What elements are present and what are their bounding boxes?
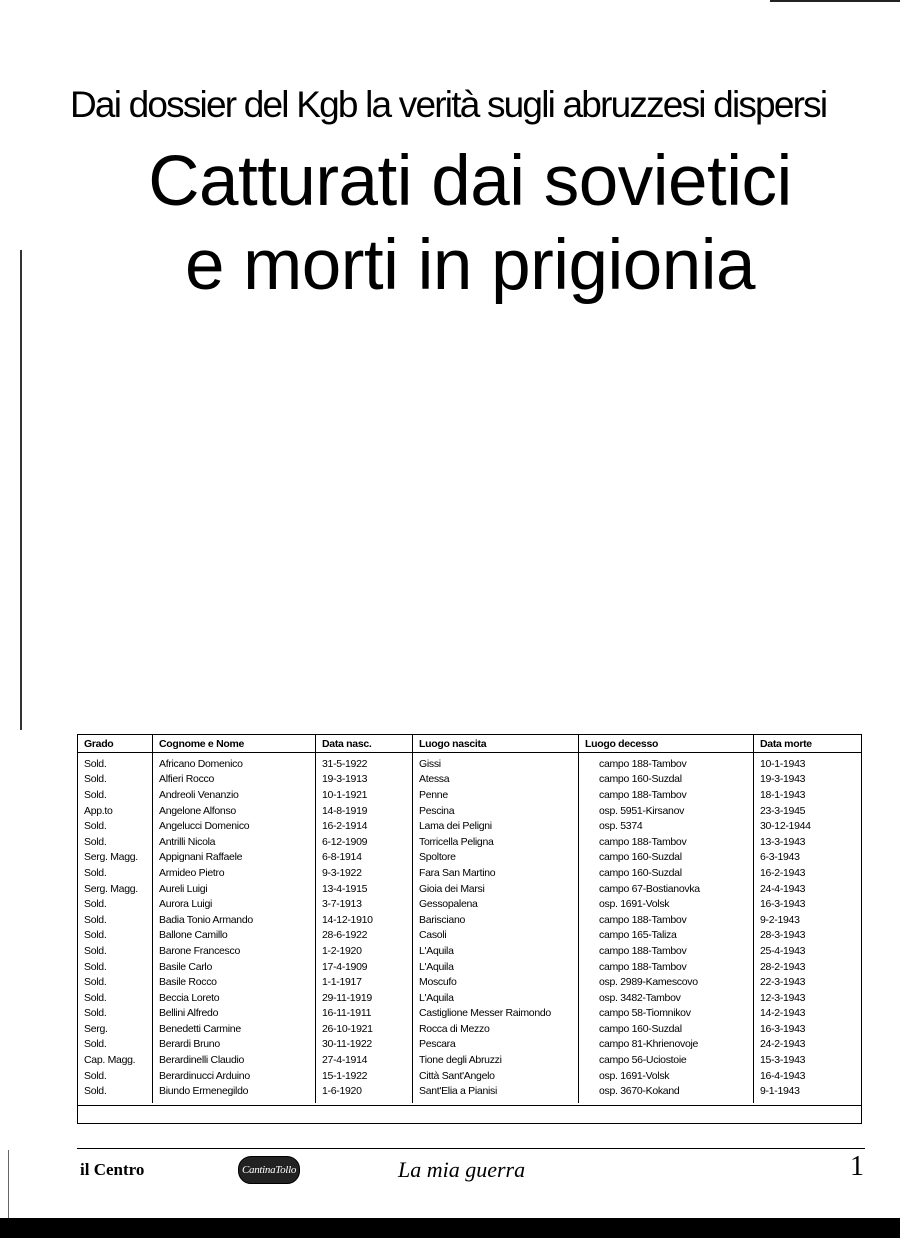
- cell-nome: Barone Francesco: [153, 943, 316, 959]
- cell-luogo-nascita: Pescina: [413, 803, 579, 819]
- cell-data-nascita: 14-8-1919: [316, 803, 413, 819]
- series-title: La mia guerra: [398, 1157, 526, 1182]
- cell-grado: Serg. Magg.: [78, 881, 153, 897]
- cell-data-morte: 14-2-1943: [760, 1007, 806, 1020]
- cell-nome: Alfieri Rocco: [153, 772, 316, 788]
- cell-data-morte: 12-3-1943: [760, 991, 806, 1004]
- cell-grado: Sold.: [78, 753, 153, 772]
- cell-luogo-decesso: campo 188-Tambov: [579, 787, 754, 803]
- cell-data-nascita: 30-11-1922: [316, 1037, 413, 1053]
- cell-data-morte: 9-1-1943: [760, 1085, 800, 1098]
- cell-luogo-nascita: Gessopalena: [413, 896, 579, 912]
- cell-data-nascita: 19-3-1913: [316, 772, 413, 788]
- article-headline: [40, 140, 900, 308]
- cell-data-morte: 19-3-1943: [760, 773, 806, 786]
- cell-data-nascita: 1-2-1920: [316, 943, 413, 959]
- filler-cell: [153, 1099, 316, 1103]
- cell-data-morte: 16-4-1943: [760, 1069, 806, 1082]
- table-row: [78, 943, 861, 959]
- cell-nome: Bellini Alfredo: [153, 1006, 316, 1022]
- cell-luogo-nascita: Castiglione Messer Raimondo: [413, 1006, 579, 1022]
- table-row: [78, 881, 861, 897]
- cell-data-morte: 15-3-1943: [760, 1054, 806, 1067]
- cell-luogo-decesso: campo 188-Tambov: [579, 912, 754, 928]
- cell-luogo-decesso: osp. 1691-Volsk: [579, 896, 754, 912]
- header-grado: Grado: [78, 735, 153, 753]
- cell-nome: Africano Domenico: [153, 753, 316, 772]
- cell-nome: Andreoli Venanzio: [153, 787, 316, 803]
- table-row: [78, 1068, 861, 1084]
- cell-data-nascita: 29-11-1919: [316, 990, 413, 1006]
- header-data-nascita: Data nasc.: [316, 735, 413, 753]
- cell-data-nascita: 13-4-1915: [316, 881, 413, 897]
- cell-nome: Berardi Bruno: [153, 1037, 316, 1053]
- cell-luogo-nascita: L'Aquila: [413, 943, 579, 959]
- cell-data-morte: 9-2-1943: [760, 913, 800, 926]
- cell-grado: Sold.: [78, 772, 153, 788]
- cell-luogo-nascita: Città Sant'Angelo: [413, 1068, 579, 1084]
- top-edge-rule: [770, 0, 900, 2]
- cell-luogo-nascita: Pescara: [413, 1037, 579, 1053]
- cell-luogo-decesso: campo 188-Tambov: [579, 753, 754, 772]
- cell-luogo-decesso: osp. 5374: [579, 818, 754, 834]
- cell-luogo-decesso: campo 160-Suzdal: [579, 1021, 754, 1037]
- cell-grado: Sold.: [78, 787, 153, 803]
- cell-luogo-nascita: Atessa: [413, 772, 579, 788]
- sponsor-logo: CantinaTollo: [238, 1156, 300, 1184]
- cell-data-nascita: 27-4-1914: [316, 1052, 413, 1068]
- cell-nome: Appignani Raffaele: [153, 850, 316, 866]
- cell-data-morte: 16-3-1943: [760, 898, 806, 911]
- table-filler-row: [78, 1099, 861, 1103]
- cell-luogo-decesso: campo 56-Uciostoie: [579, 1052, 754, 1068]
- cell-luogo-nascita: L'Aquila: [413, 990, 579, 1006]
- cell-grado: Sold.: [78, 959, 153, 975]
- table-row: [78, 896, 861, 912]
- table-row: [78, 1006, 861, 1022]
- cell-luogo-decesso: campo 188-Tambov: [579, 959, 754, 975]
- cell-nome: Berardinucci Arduino: [153, 1068, 316, 1084]
- cell-nome: Biundo Ermenegildo: [153, 1083, 316, 1099]
- table-row: [78, 803, 861, 819]
- cell-data-nascita: 1-6-1920: [316, 1083, 413, 1099]
- cell-nome: Benedetti Carmine: [153, 1021, 316, 1037]
- cell-nome: Badia Tonio Armando: [153, 912, 316, 928]
- cell-luogo-nascita: Casoli: [413, 928, 579, 944]
- table-row: [78, 818, 861, 834]
- cell-data-morte: 10-1-1943: [760, 757, 806, 770]
- cell-grado: Sold.: [78, 943, 153, 959]
- cell-grado: Sold.: [78, 974, 153, 990]
- cell-luogo-nascita: Rocca di Mezzo: [413, 1021, 579, 1037]
- cell-luogo-decesso: osp. 2989-Kamescovo: [579, 974, 754, 990]
- cell-data-morte: 28-2-1943: [760, 960, 806, 973]
- cell-data-nascita: 14-12-1910: [316, 912, 413, 928]
- cell-luogo-decesso: campo 188-Tambov: [579, 943, 754, 959]
- cell-data-morte: 28-3-1943: [760, 929, 806, 942]
- cell-grado: App.to: [78, 803, 153, 819]
- cell-data-nascita: 3-7-1913: [316, 896, 413, 912]
- cell-luogo-nascita: Moscufo: [413, 974, 579, 990]
- cell-grado: Sold.: [78, 928, 153, 944]
- cell-luogo-decesso: campo 160-Suzdal: [579, 850, 754, 866]
- table-row: [78, 959, 861, 975]
- cell-luogo-nascita: L'Aquila: [413, 959, 579, 975]
- table-body: [78, 753, 861, 1104]
- cell-data-morte: 13-3-1943: [760, 835, 806, 848]
- filler-cell: [316, 1099, 413, 1103]
- table-row: [78, 753, 861, 772]
- cell-grado: Sold.: [78, 1068, 153, 1084]
- cell-luogo-nascita: Spoltore: [413, 850, 579, 866]
- cell-data-nascita: 17-4-1909: [316, 959, 413, 975]
- cell-luogo-decesso: campo 188-Tambov: [579, 834, 754, 850]
- header-nome: Cognome e Nome: [153, 735, 316, 753]
- cell-data-nascita: 1-1-1917: [316, 974, 413, 990]
- table-row: [78, 974, 861, 990]
- table-header-row: [78, 735, 861, 753]
- cell-nome: Angelone Alfonso: [153, 803, 316, 819]
- cell-data-morte: 16-2-1943: [760, 866, 806, 879]
- headline-line-2: e morti in prigionia: [184, 226, 756, 305]
- cell-luogo-nascita: Gissi: [413, 753, 579, 772]
- scan-margin-line: [20, 250, 22, 730]
- article-kicker: Dai dossier del Kgb la verità sugli abruzzesi dispersi: [70, 84, 827, 125]
- cell-data-nascita: 31-5-1922: [316, 753, 413, 772]
- cell-data-nascita: 26-10-1921: [316, 1021, 413, 1037]
- cell-luogo-decesso: osp. 1691-Volsk: [579, 1068, 754, 1084]
- cell-nome: Aurora Luigi: [153, 896, 316, 912]
- table-row: [78, 1021, 861, 1037]
- table-row: [78, 912, 861, 928]
- cell-data-morte: 22-3-1943: [760, 976, 806, 989]
- table-row: [78, 928, 861, 944]
- filler-cell: [78, 1099, 153, 1103]
- cell-data-nascita: 6-8-1914: [316, 850, 413, 866]
- page-number: 1: [850, 1151, 864, 1182]
- filler-cell: [754, 1099, 862, 1103]
- cell-data-nascita: 6-12-1909: [316, 834, 413, 850]
- cell-luogo-decesso: osp. 3482-Tambov: [579, 990, 754, 1006]
- table-row: [78, 850, 861, 866]
- cell-grado: Sold.: [78, 818, 153, 834]
- footer-rule: [77, 1148, 865, 1149]
- cell-luogo-decesso: campo 160-Suzdal: [579, 865, 754, 881]
- table-row: [78, 772, 861, 788]
- cell-luogo-nascita: Barisciano: [413, 912, 579, 928]
- table-row: [78, 1037, 861, 1053]
- publication-name: il Centro: [80, 1160, 145, 1179]
- header-data-morte: Data morte: [754, 735, 862, 753]
- cell-luogo-decesso: osp. 5951-Kirsanov: [579, 803, 754, 819]
- cell-data-nascita: 16-2-1914: [316, 818, 413, 834]
- cell-data-nascita: 10-1-1921: [316, 787, 413, 803]
- cell-nome: Antrilli Nicola: [153, 834, 316, 850]
- cell-luogo-nascita: Tione degli Abruzzi: [413, 1052, 579, 1068]
- cell-nome: Basile Carlo: [153, 959, 316, 975]
- cell-grado: Sold.: [78, 990, 153, 1006]
- scan-bottom-band: [0, 1218, 900, 1238]
- cell-nome: Angelucci Domenico: [153, 818, 316, 834]
- cell-luogo-nascita: Lama dei Peligni: [413, 818, 579, 834]
- filler-cell: [579, 1099, 754, 1103]
- filler-cell: [413, 1099, 579, 1103]
- cell-luogo-decesso: campo 58-Tiomnikov: [579, 1006, 754, 1022]
- cell-grado: Sold.: [78, 834, 153, 850]
- cell-data-nascita: 15-1-1922: [316, 1068, 413, 1084]
- table-row: [78, 787, 861, 803]
- cell-data-morte: 6-3-1943: [760, 851, 800, 864]
- cell-nome: Beccia Loreto: [153, 990, 316, 1006]
- cell-data-morte: 23-3-1945: [760, 804, 806, 817]
- cell-grado: Sold.: [78, 865, 153, 881]
- cell-grado: Serg. Magg.: [78, 850, 153, 866]
- cell-luogo-decesso: campo 160-Suzdal: [579, 772, 754, 788]
- cell-nome: Ballone Camillo: [153, 928, 316, 944]
- cell-data-morte: 18-1-1943: [760, 788, 806, 801]
- cell-nome: Berardinelli Claudio: [153, 1052, 316, 1068]
- cell-luogo-decesso: campo 67-Bostianovka: [579, 881, 754, 897]
- table-row: [78, 990, 861, 1006]
- header-luogo-nascita: Luogo nascita: [413, 735, 579, 753]
- cell-luogo-nascita: Penne: [413, 787, 579, 803]
- casualty-table-frame: [77, 734, 862, 1124]
- cell-nome: Aureli Luigi: [153, 881, 316, 897]
- cell-data-morte: 24-2-1943: [760, 1038, 806, 1051]
- cell-nome: Basile Rocco: [153, 974, 316, 990]
- cell-grado: Sold.: [78, 1083, 153, 1099]
- cell-data-nascita: 16-11-1911: [316, 1006, 413, 1022]
- cell-grado: Cap. Magg.: [78, 1052, 153, 1068]
- cell-data-morte: 25-4-1943: [760, 944, 806, 957]
- cell-luogo-nascita: Sant'Elia a Pianisi: [413, 1083, 579, 1099]
- cell-luogo-decesso: campo 81-Khrienovoje: [579, 1037, 754, 1053]
- header-luogo-decesso: Luogo decesso: [579, 735, 754, 753]
- cell-luogo-nascita: Gioia dei Marsi: [413, 881, 579, 897]
- cell-grado: Sold.: [78, 1037, 153, 1053]
- cell-grado: Sold.: [78, 1006, 153, 1022]
- cell-nome: Armideo Pietro: [153, 865, 316, 881]
- headline-line-1: Catturati dai sovietici: [148, 142, 792, 221]
- table-row: [78, 1083, 861, 1099]
- cell-luogo-nascita: Torricella Peligna: [413, 834, 579, 850]
- cell-grado: Sold.: [78, 912, 153, 928]
- scan-margin-line-lower: [8, 1150, 9, 1220]
- cell-data-nascita: 28-6-1922: [316, 928, 413, 944]
- table-row: [78, 1052, 861, 1068]
- cell-data-nascita: 9-3-1922: [316, 865, 413, 881]
- table-row: [78, 834, 861, 850]
- cell-luogo-nascita: Fara San Martino: [413, 865, 579, 881]
- cell-data-morte: 16-3-1943: [760, 1022, 806, 1035]
- casualty-table: [78, 735, 861, 1103]
- table-row: [78, 865, 861, 881]
- cell-grado: Sold.: [78, 896, 153, 912]
- cell-grado: Serg.: [78, 1021, 153, 1037]
- cell-data-morte: 24-4-1943: [760, 882, 806, 895]
- table-bottom-rule: [78, 1105, 861, 1106]
- cell-data-morte: 30-12-1944: [760, 820, 811, 833]
- cell-luogo-decesso: campo 165-Taliza: [579, 928, 754, 944]
- cell-luogo-decesso: osp. 3670-Kokand: [579, 1083, 754, 1099]
